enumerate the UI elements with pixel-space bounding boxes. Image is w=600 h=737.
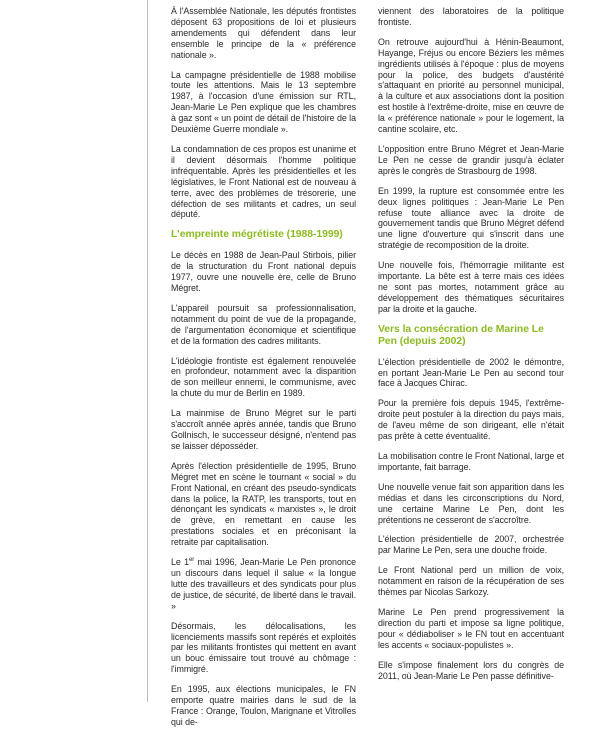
paragraph: En 1995, aux élections municipales, le FN emporte quatre mairies dans le sud de la France : Orange, Toulon, Marignane et Vitrolles qui de- (171, 684, 356, 727)
paragraph: viennent des laboratoires de la politique frontiste. (378, 6, 564, 27)
left-column (171, 6, 356, 737)
paragraph: Le décès en 1988 de Jean-Paul Stirbois, pilier de la structuration du Front national depuis 1977, ouvre une nouvelle ère, celle de Bruno Mégret. (171, 250, 356, 294)
paragraph: L'élection présidentielle de 2002 le démontre, en portant Jean-Marie Le Pen au second tour face à Jacques Chirac. (378, 356, 564, 389)
paragraph: Désormais, les délocalisations, les licenciements massifs sont repérés et exploités par les militants frontistes qui mettent en avant un bouc émissaire tout trouvé au chômage : l'immigré. (171, 620, 356, 675)
paragraph: Le Front National perd un million de voix, notamment en raison de la récupération de ses thèmes par Nicolas Sarkozy. (378, 565, 564, 598)
paragraph: L'appareil poursuit sa professionnalisation, notamment du point de vue de la propagande, de l'argumentation économique et scientifique et de la formation des cadres militants. (171, 302, 356, 346)
paragraph: On retrouve aujourd'hui à Hénin-Beaumont, Hayange, Fréjus ou encore Béziers les mêmes ingrédients utilisés à l'époque : plus de moyens pour la police, des budgets d'austérité s'attaquant en priorité au personnel municipal, à la culture et aux associations dont la position est hostile à l'extrême-droite, mise en œuvre de la « préférence nationale » pour le logement, la cantine scolaire, etc. (378, 36, 564, 135)
paragraph: Une nouvelle fois, l'hémorragie militante est importante. La bête est à terre mais ces idées ne sont pas mortes, notamment grâce au développement des thématiques sécuritaires par la droite et la gauche. (378, 260, 564, 314)
paragraph-rest: mai 1996, Jean-Marie Le Pen prononce un discours dans lequel il salue « la longue lutte des travailleurs et des syndicats pour plus de justice, de sécurité, de liberté dans le travail. » (171, 557, 356, 611)
paragraph (171, 557, 356, 612)
paragraph: La mainmise de Bruno Mégret sur le parti s'accroît année après année, tandis que Bruno Gollnisch, le successeur désigné, n'entend pas se laisser déposséder. (171, 408, 356, 451)
right-column (378, 6, 564, 690)
paragraph: Pour la première fois depuis 1945, l'extrême-droite peut postuler à la direction du pays mais, de l'aveu même de son dirigeant, elle n'était pas prête à cette éventualité. (378, 398, 564, 442)
margin-rule (147, 0, 148, 702)
paragraph: La campagne présidentielle de 1988 mobilise toute les attentions. Mais le 13 septembre 1987, à l'occasion d'une émission sur RTL, Jean-Marie Le Pen explique que les chambres à gaz sont « un point de détail de l'histoire de la Deuxième Guerre mondiale ». (171, 69, 356, 135)
paragraph: L'élection présidentielle de 2007, orchestrée par Marine Le Pen, sera une douche froide. (378, 534, 564, 556)
paragraph-start: Le 1 (171, 557, 189, 568)
section-heading: Vers la consécration de Marine Le Pen (depuis 2002) (378, 323, 544, 347)
paragraph: La condamnation de ces propos est unanime et il devient désormais l'homme politique infréquentable. Après les présidentielles et les législatives, le Front National est de nouveau à terre, avec des problèmes de trésorerie, une défection de ses militants et cadres, un seul député. (171, 143, 356, 220)
paragraph: L'opposition entre Bruno Mégret et Jean-Marie Le Pen ne cesse de grandir jusqu'à éclater après le congrès de Strasbourg de 1998. (378, 143, 564, 176)
ordinal-suffix: er (188, 557, 195, 564)
paragraph: Après l'élection présidentielle de 1995, Bruno Mégret met en scène le tournant « social » du Front National, en créant des pseudo-syndicats dans la police, la RATP, les transports, tout en dénonçant les syndicats « marxistes », le droit de grève, en remettant en cause les prestations sociales et en préconisant la retraite par capitalisation. (171, 460, 356, 548)
paragraph: La mobilisation contre le Front National, large et importante, fait barrage. (378, 451, 564, 472)
section-heading: L'empreinte mégrétiste (1988-1999) (171, 229, 343, 241)
paragraph: Marine Le Pen prend progressivement la direction du parti et impose sa ligne politique, pour « dédiaboliser » le FN tout en accentuant les accents « sociaux-populistes ». (378, 606, 564, 650)
paragraph: Elle s'impose finalement lors du congrès de 2011, où Jean-Marie Le Pen passe définitive- (378, 659, 564, 681)
paragraph: L'idéologie frontiste est également renouvelée en profondeur, notamment avec la disparition de son meilleur ennemi, le communisme, avec la chute du mur de Berlin en 1989. (171, 355, 356, 399)
paragraph: À l'Assemblée Nationale, les députés frontistes déposent 63 propositions de loi et plusieurs amendements qui défendent dans leur ensemble le principe de la « préférence nationale ». (171, 6, 356, 60)
paragraph: En 1999, la rupture est consommée entre les deux lignes politiques : Jean-Marie Le Pen refuse toute alliance avec la droite de gouvernement tandis que Bruno Mégret défend une ligne d'ouverture qui s'inscrit dans une stratégie de recomposition de la droite. (378, 185, 564, 251)
paragraph: Une nouvelle venue fait son apparition dans les médias et dans les circonscriptions du Nord, une certaine Marine Le Pen, dont les prétentions ne cesseront de s'accroître. (378, 481, 564, 525)
